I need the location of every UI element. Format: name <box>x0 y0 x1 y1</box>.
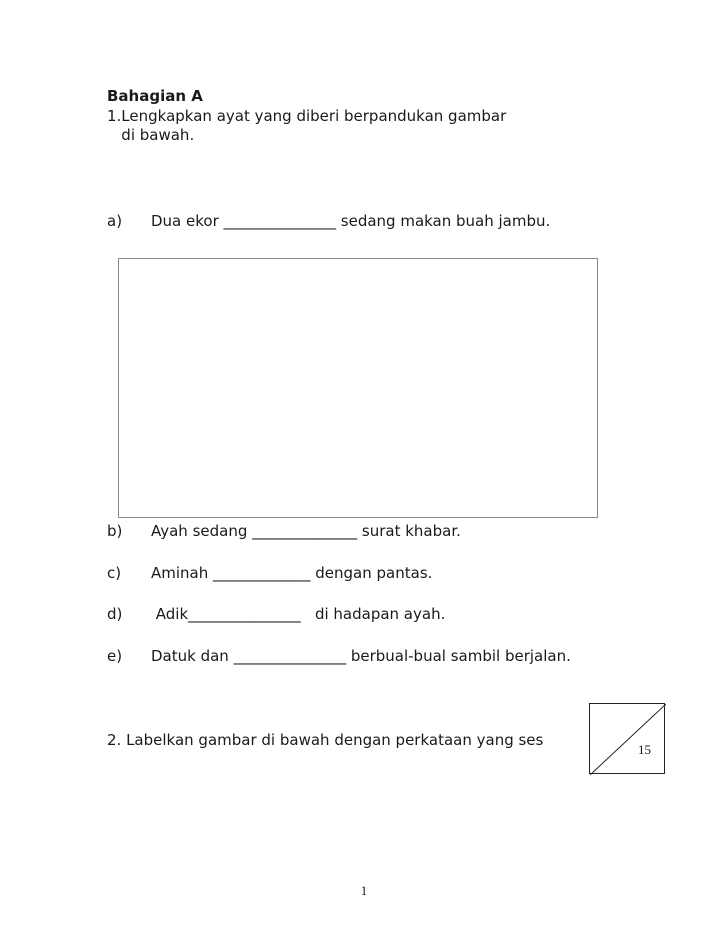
item-c-sentence: Aminah _____________ dengan pantas. <box>151 564 433 582</box>
section-heading: Bahagian A <box>107 87 203 105</box>
question-2-instruction: 2. Labelkan gambar di bawah dengan perkataan yang ses <box>107 731 544 749</box>
item-e-letter: e) <box>107 647 123 665</box>
picture-frame <box>118 258 598 518</box>
item-c-letter: c) <box>107 564 122 582</box>
item-b-letter: b) <box>107 522 123 540</box>
item-d-sentence: Adik_______________ di hadapan ayah. <box>151 605 446 623</box>
item-e-sentence: Datuk dan _______________ berbual-bual sambil berjalan. <box>151 647 571 665</box>
item-b-sentence: Ayah sedang ______________ surat khabar. <box>151 522 461 540</box>
score-box <box>589 703 665 774</box>
score-diagonal-icon <box>590 704 666 775</box>
question-1-instruction: 1.Lengkapkan ayat yang diberi berpandukan gambar <box>107 107 507 125</box>
item-a-letter: a) <box>107 212 123 230</box>
question-1-instruction-continued: di bawah. <box>107 126 195 144</box>
score-total: 15 <box>638 742 651 757</box>
page-number: 1 <box>360 883 368 898</box>
item-d-letter: d) <box>107 605 123 623</box>
item-a-sentence: Dua ekor _______________ sedang makan buah jambu. <box>151 212 551 230</box>
